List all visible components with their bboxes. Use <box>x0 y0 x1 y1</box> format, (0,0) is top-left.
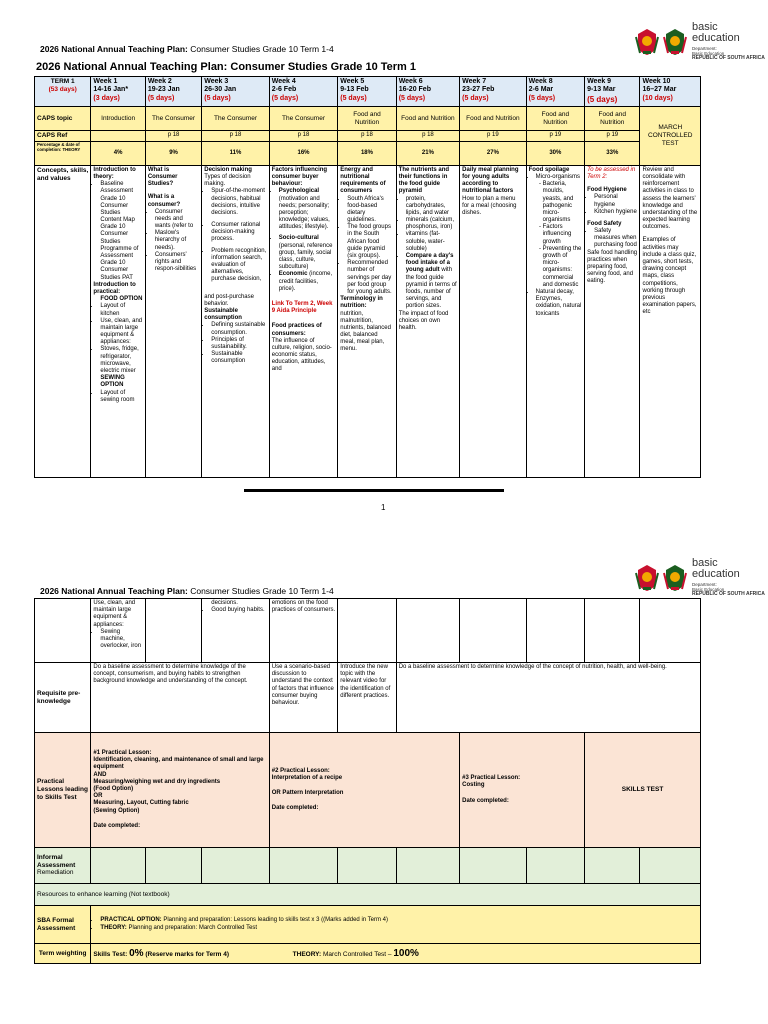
week-header-row <box>35 77 701 107</box>
skills-test-cell: SKILLS TEST <box>585 733 701 848</box>
coat-of-arms-icon <box>634 563 660 593</box>
week-9-header: Week 9 9-13 Mar (5 days) <box>585 77 640 107</box>
week-8-concepts: Food spoilage • Micro-organisms - Bacteria, moulds, yeasts, and pathogenic micro-organisms - Factors influencing growth - Preventing the growth of micro-organisms: commercial and domestic • Natural decay, Enzymes, oxidation, natural toxicants <box>526 165 584 477</box>
page-divider <box>244 489 504 492</box>
week-3-header: Week 3 26-30 Jan (5 days) <box>202 77 270 107</box>
brand-text: basic education <box>692 557 740 580</box>
brand-text: basic education <box>692 21 740 44</box>
running-header: 2026 National Annual Teaching Plan: Consumer Studies Grade 10 Term 1-4 <box>40 44 334 54</box>
week-8-header: Week 8 2-6 Mar (5 days) <box>526 77 584 107</box>
term-plan-table-continued <box>34 598 701 964</box>
week-5-header: Week 5 9-13 Feb (5 days) <box>338 77 396 107</box>
percentage-row: Percentage & date of completion: THEORY 4% 9% 11% 16% 18% 21% 27% 30% 33% <box>35 141 701 165</box>
week-2-concepts: What is Consumer Studies? What is a consumer? • Consumer needs and wants (refer to • Maslow's hierarchy of needs). • Consumers' rights and respon-sibilities <box>145 165 201 477</box>
informal-row: Informal Assessment Remediation <box>35 848 701 884</box>
week-1-header: Week 1 14-16 Jan* (3 days) <box>91 77 145 107</box>
week-5-concepts: Energy and nutritional requirements of consumers • South Africa's food-based dietary guidelines. • The food groups in the South African food guide pyramid (six groups). • Recommended number of servings per day per food group for young adults. Terminology in nutrition: nutrition, malnutrition, nutrients, balanced diet, balanced meal, meal plan, menu. <box>338 165 396 477</box>
week-7-header: Week 7 23-27 Feb (5 days) <box>460 77 526 107</box>
week-7-concepts: Daily meal planning for young adults according to nutritional factors How to plan a menu for a meal (choosing dishes. <box>460 165 526 477</box>
week-1-concepts-cont: Use, clean, and maintain large equipment & appliances: • Sewing machine, overlocker, iron <box>91 599 145 663</box>
caps-ref-row: CAPS Ref p 18 p 18 p 18 p 18 p 18 p 19 p 19 p 19 <box>35 131 701 142</box>
concepts-continued-row <box>35 599 701 663</box>
sba-details: • PRACTICAL OPTION: Planning and preparation: Lessons leading to skills test x 3 ((Marks added in Term 4) • THEORY: Planning and preparation: March Controlled Test <box>91 906 701 944</box>
week-3-concepts-cont: decisions. • Good buying habits. <box>202 599 270 663</box>
week-4-concepts-cont: emotions on the food practices of consumers. <box>269 599 338 663</box>
page-2 <box>0 545 768 1024</box>
week-1-concepts: Introduction to theory: • Baseline Assessment Grade 10 Consumer Studies Content Map Grade 10 Consumer Studies Programme of Assessment Grade 10 Consumer Studies PAT Introduction to practical: FOOD OPTION • Layout of kitchen • Use, clean, and maintain large equipment & appliances: • Stoves, fridge, refrigerator, microwave, electric mixer SEWING OPTION • Layout of sewing room <box>91 165 145 477</box>
week-3-concepts: Decision making Types of decision making. • Spur-of-the-moment decisions, habitual decisions, intuitive decisions. • Consumer rational decision-making process. • Problem recognition, information search, evaluation of alternatives, purchase decision, and post-purchase behavior. Sustainable consumption • Defining sustainable consumption. • Principles of sustainability. • Sustainable consumption <box>202 165 270 477</box>
term-plan-table <box>34 76 701 478</box>
practical-lesson-3: #3 Practical Lesson: Costing Date completed: <box>460 733 585 848</box>
concepts-row: Concepts, skills, and values Introduction to theory: • Baseline Assessment Grade 10 Consumer Studies Content Map Grade 10 Consumer Studies Programme of Assessment Grade 10 Consumer Studies PAT Introduction to practical: FOOD OPTION • Layout of kitchen • Use, clean, and maintain large equipment & appliances: • Stoves, fridge, refrigerator, microwave, electric mixer SEWING OPTION • Layout of sewing room What is Consumer Studies? What is a consumer? • Consumer needs and wants (refer to • Maslow's hierarchy of needs). • Consumers' rights and respon-sibilities Decision making Types of decision making. • Spur-of-the-moment decisions, habitual decisions, intuitive decisions. • Consumer rational decision-making process. • Problem recognition, information search, evaluation of alternatives, purchase decision, and post-purchase behavior. Sustainable consumption • Defining sustainable consumption. • Principles of sustainability. • Sustainable consumption Factors influencing consumer buyer behaviour: • Psychological (motivation and needs; personality; perception; knowledge; values, attitudes; lifestyle). • Socio-cultural (personal, reference group, family, social class, culture, subculture) • Economic (income, credit facilities, price). Link To Term 2, Week 9 Aida Principle Food practices of consumers: The influence of culture, religion, socio-economic status, education, attitudes, and Energy and nutritional requirements of consumers • South Africa's food-based dietary guidelines. • The food groups in the South African food guide pyramid (six groups). • Recommended number of servings per day per food group for young adults. Terminology in nutrition: nutrition, malnutrition, nutrients, balanced diet, balanced meal, meal plan, menu. The nutrients and their functions in the food guide pyramid • protein, carbohydrates, lipids, and water • minerals (calcium, phosphorus, iron) • vitamins (fat-soluble, water-soluble) • Compare a day's food intake of a young adult with the food guide pyramid in terms of foods, number of servings, and portion sizes. The impact of food choices on own health. Daily meal planning for young adults according to nutritional factors How to plan a menu for a meal (choosing dishes. Food spoilage • Micro-organisms - Bacteria, moulds, yeasts, and pathogenic micro-organisms - Factors influencing growth - Preventing the growth of micro-organisms: commercial and domestic • Natural decay, Enzymes, oxidation, natural toxicants To be assessed in Term 2: Food Hygiene • Personal hygiene • Kitchen hygiene Food Safety • Safety measures when purchasing food Safe food handling practices when preparing food, serving food, and eating. Review and consolidate with reinforcement activities in class to assess the learners' knowledge and understanding of the expected learning outcomes. Examples of activities may include a class quiz, games, short tests, drawing concept maps, class competitions, working through previous examination papers, etc <box>35 165 701 477</box>
dbe-logo: basic education Department: Basic Education REPUBLIC OF SOUTH AFRICA <box>634 22 768 61</box>
page-title: 2026 National Annual Teaching Plan: Consumer Studies Grade 10 Term 1 <box>36 61 417 73</box>
week-9-concepts: To be assessed in Term 2: Food Hygiene • Personal hygiene • Kitchen hygiene Food Safety • Safety measures when purchasing food Safe food handling practices when preparing food, serving food, and eating. <box>585 165 640 477</box>
week-4-concepts: Factors influencing consumer buyer behaviour: • Psychological (motivation and needs; personality; perception; knowledge; values, attitudes; lifestyle). • Socio-cultural (personal, reference group, family, social class, culture, subculture) • Economic (income, credit facilities, price). Link To Term 2, Week 9 Aida Principle Food practices of consumers: The influence of culture, religion, socio-economic status, education, attitudes, and <box>269 165 338 477</box>
running-header: 2026 National Annual Teaching Plan: Consumer Studies Grade 10 Term 1-4 <box>40 586 334 596</box>
resources-row: Resources to enhance learning (Not textbook) <box>35 884 701 906</box>
caps-topic-row: CAPS topic Introduction The Consumer The Consumer The Consumer Food and Nutrition Food and Nutrition Food and Nutrition Food and Nutrition Food and Nutrition MARCH CONTROLLED TEST <box>35 107 701 131</box>
sba-row: SBA Formal Assessment • PRACTICAL OPTION: Planning and preparation: Lessons leading to skills test x 3 ((Marks added in Term 4) • THEORY: Planning and preparation: March Controlled Test <box>35 906 701 944</box>
coat-of-arms-icon <box>662 27 688 57</box>
week-2-header: Week 2 19-23 Jan (5 days) <box>145 77 201 107</box>
weighting-details: Skills Test: 0% (Reserve marks for Term 4) THEORY: March Controlled Test – 100% <box>91 944 701 964</box>
week-6-concepts: The nutrients and their functions in the food guide pyramid • protein, carbohydrates, lipids, and water • minerals (calcium, phosphorus, iron) • vitamins (fat-soluble, water-soluble) • Compare a day's food intake of a young adult with the food guide pyramid in terms of foods, number of servings, and portion sizes. The impact of food choices on own health. <box>396 165 459 477</box>
practical-lesson-2: #2 Practical Lesson: Interpretation of a recipe OR Pattern Interpretation Date completed: <box>269 733 459 848</box>
coat-of-arms-icon <box>634 27 660 57</box>
week-4-header: Week 4 2-6 Feb (5 days) <box>269 77 338 107</box>
requisite-row: Requisite pre-knowledge Do a baseline assessment to determine knowledge of the concept, consumerism, and buying habits to strengthen background knowledge and understanding of the concept. Use a scenario-based discussion to understand the context of factors that influence consumer buying behaviour. Introduce the new topic with the relevant video for the identification of different practices. Do a baseline assessment to determine knowledge of the concept of nutrition, health, and well-being. <box>35 663 701 733</box>
week-10-header: Week 10 16–27 Mar (10 days) <box>640 77 701 107</box>
dbe-logo: basic education Department: Basic Education REPUBLIC OF SOUTH AFRICA <box>634 558 768 597</box>
practical-row: Practical Lessons leading to Skills Test #1 Practical Lesson: Identification, cleaning, and maintenance of small and large equipment AND Measuring/weighing wet and dry ingredients (Food Option) OR Measuring, Layout, Cutting fabric (Sewing Option) Date completed: #2 Practical Lesson: Interpretation of a recipe OR Pattern Interpretation Date completed: #3 Practical Lesson: Costing Date completed: SKILLS TEST <box>35 733 701 848</box>
weighting-row: Term weighting Skills Test: 0% (Reserve marks for Term 4) THEORY: March Controlled Test – 100% <box>35 944 701 964</box>
coat-of-arms-icon <box>662 563 688 593</box>
page-number: 1 <box>381 503 386 512</box>
term-cell: TERM 1 (53 days) <box>35 77 91 107</box>
practical-lesson-1: #1 Practical Lesson: Identification, cleaning, and maintenance of small and large equipment AND Measuring/weighing wet and dry ingredients (Food Option) OR Measuring, Layout, Cutting fabric (Sewing Option) Date completed: <box>91 733 269 848</box>
week-6-header: Week 6 16-20 Feb (5 days) <box>396 77 459 107</box>
week-10-concepts: Review and consolidate with reinforcement activities in class to assess the learners' knowledge and understanding of the expected learning outcomes. Examples of activities may include a class quiz, games, short tests, drawing concept maps, class competitions, working through previous examination papers, etc <box>640 165 701 477</box>
